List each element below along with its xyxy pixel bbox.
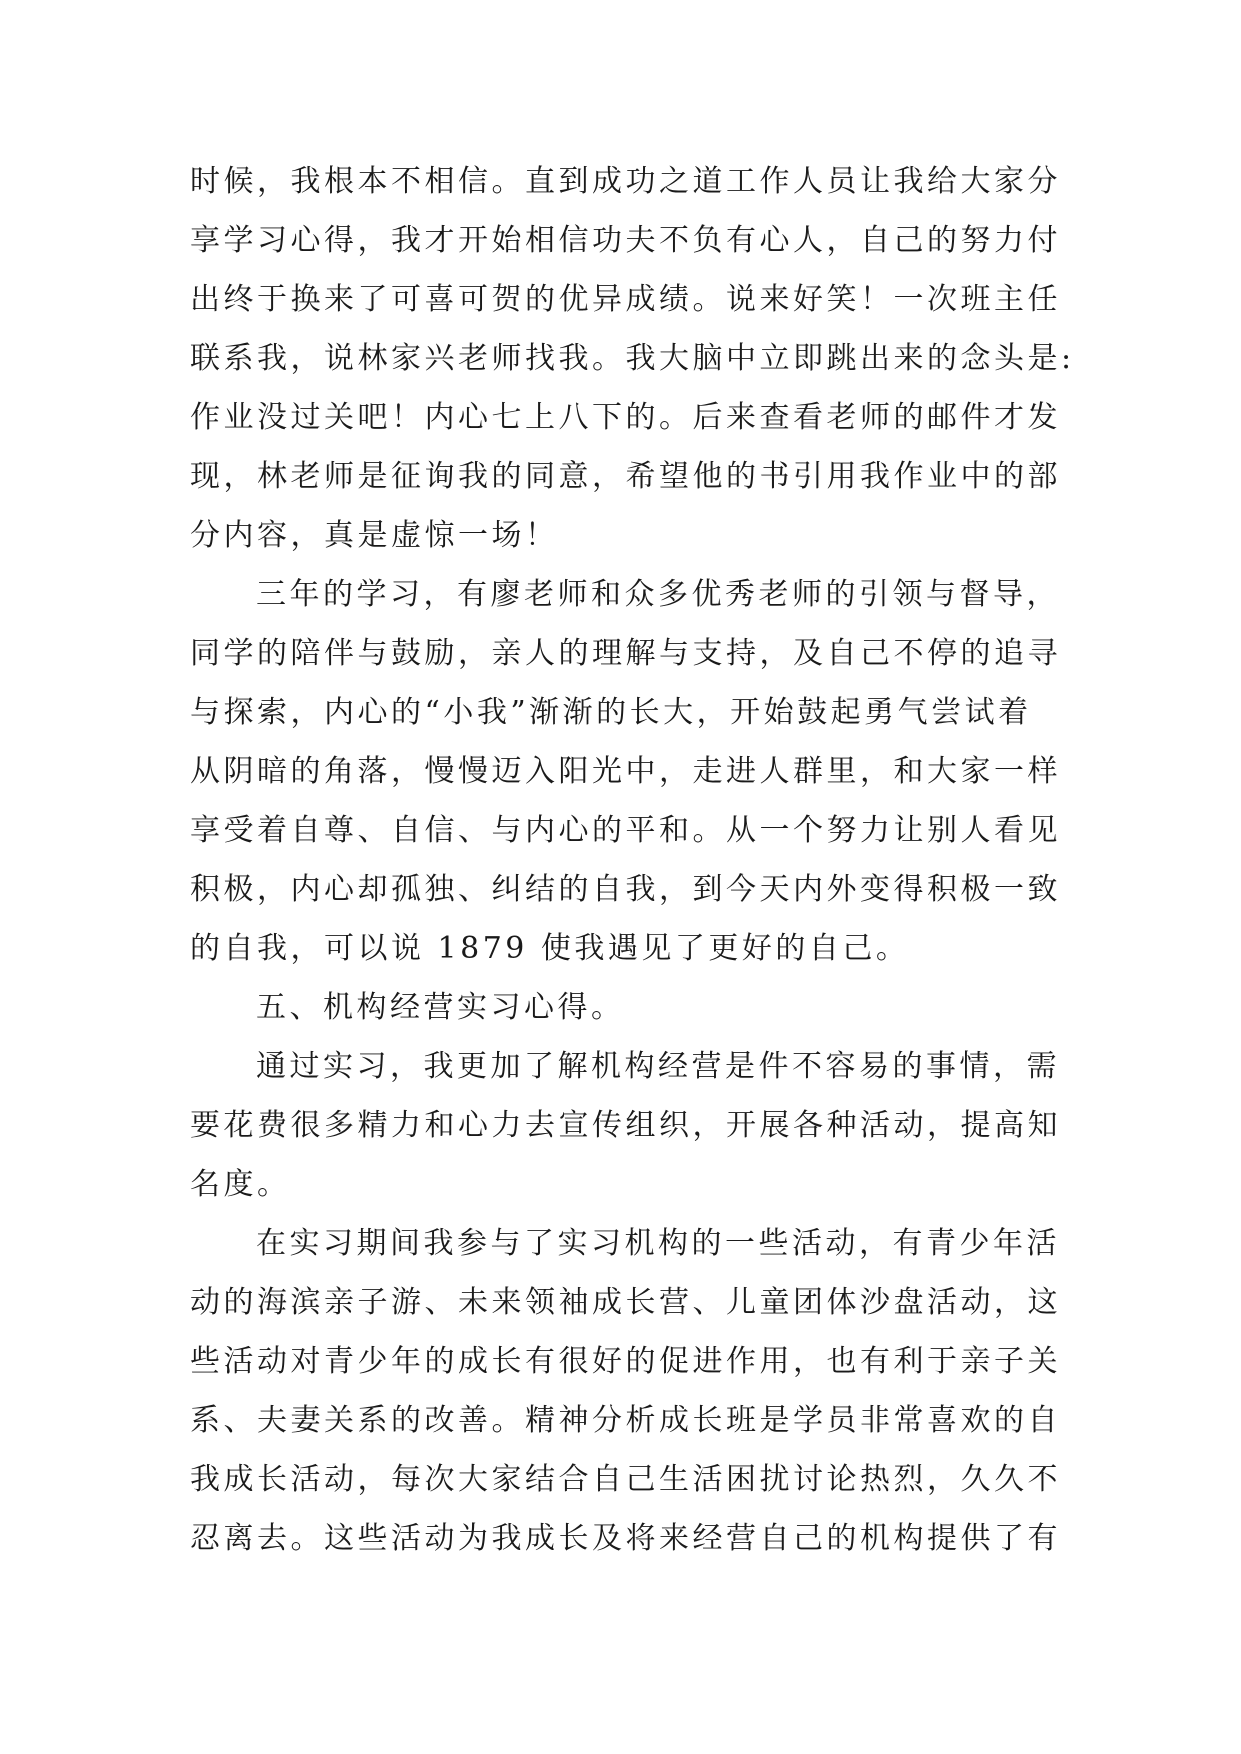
text-line: 与探索，内心的“小我”渐渐的长大，开始鼓起勇气尝试着 [190, 695, 1032, 730]
text-line: 五、机构经营实习心得。 [256, 990, 625, 1025]
text-line: 三年的学习，有廖老师和众多优秀老师的引领与督导， [256, 577, 1060, 612]
text-line: 忍离去。这些活动为我成长及将来经营自己的机构提供了有 [190, 1521, 1061, 1556]
body-text [190, 152, 1075, 1568]
text-line: 出终于换来了可喜可贺的优异成绩。说来好笑！一次班主任 [190, 282, 1061, 317]
text-line: 我成长活动，每次大家结合自己生活困扰讨论热烈，久久不 [190, 1462, 1061, 1497]
text-line: 系、夫妻关系的改善。精神分析成长班是学员非常喜欢的自 [190, 1403, 1061, 1438]
text-line: 分内容，真是虚惊一场！ [190, 518, 559, 553]
text-line: 通过实习，我更加了解机构经营是件不容易的事情，需 [256, 1049, 1060, 1084]
text-line: 名度。 [190, 1167, 291, 1202]
text-line: 从阴暗的角落，慢慢迈入阳光中，走进人群里，和大家一样 [190, 754, 1061, 789]
text-line: 享受着自尊、自信、与内心的平和。从一个努力让别人看见 [190, 813, 1061, 848]
text-line: 同学的陪伴与鼓励，亲人的理解与支持，及自己不停的追寻 [190, 636, 1061, 671]
text-line: 些活动对青少年的成长有很好的促进作用，也有利于亲子关 [190, 1344, 1061, 1379]
text-line: 的自我，可以说 1879 使我遇见了更好的自己。 [190, 931, 910, 966]
text-line: 联系我，说林家兴老师找我。我大脑中立即跳出来的念头是: [190, 341, 1075, 376]
text-line: 要花费很多精力和心力去宣传组织，开展各种活动，提高知 [190, 1108, 1061, 1143]
text-line: 积极，内心却孤独、纠结的自我，到今天内外变得积极一致 [190, 872, 1061, 907]
text-line: 动的海滨亲子游、未来领袖成长营、儿童团体沙盘活动，这 [190, 1285, 1061, 1320]
text-line: 时候，我根本不相信。直到成功之道工作人员让我给大家分 [190, 164, 1061, 199]
text-line: 在实习期间我参与了实习机构的一些活动，有青少年活 [256, 1226, 1060, 1261]
text-line: 享学习心得，我才开始相信功夫不负有心人，自己的努力付 [190, 223, 1061, 258]
text-line: 作业没过关吧！内心七上八下的。后来查看老师的邮件才发 [190, 400, 1061, 435]
text-line: 现，林老师是征询我的同意，希望他的书引用我作业中的部 [190, 459, 1061, 494]
